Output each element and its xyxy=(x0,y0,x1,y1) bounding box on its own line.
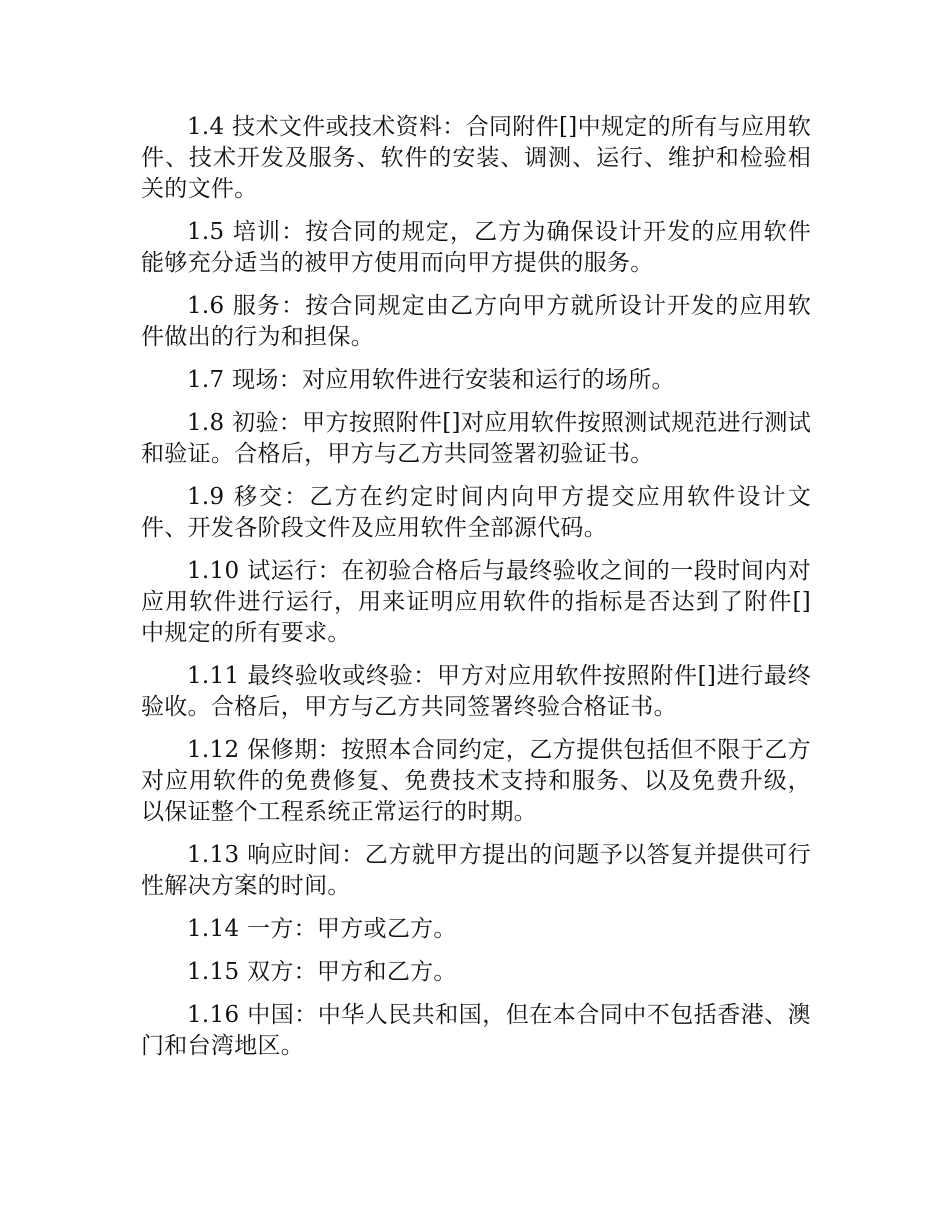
clause-1-12: 1.12 保修期：按照本合同约定，乙方提供包括但不限于乙方对应用软件的免费修复、免费技术支持和服务、以及免费升级，以保证整个工程系统正常运行的时期。 xyxy=(141,737,811,825)
clause-1-11: 1.11 最终验收或终验：甲方对应用软件按照附件[]进行最终验收。合格后，甲方与乙方共同签署终验合格证书。 xyxy=(141,663,811,720)
document-body xyxy=(141,112,811,1074)
clause-1-15: 1.15 双方：甲方和乙方。 xyxy=(187,959,457,985)
clause-1-5: 1.5 培训：按合同的规定，乙方为确保设计开发的应用软件能够充分适当的被甲方使用而向甲方提供的服务。 xyxy=(141,219,811,276)
clause-1-16: 1.16 中国：中华人民共和国，但在本合同中不包括香港、澳门和台湾地区。 xyxy=(141,1002,811,1059)
clause-1-4: 1.4 技术文件或技术资料：合同附件[]中规定的所有与应用软件、技术开发及服务、软件的安装、调测、运行、维护和检验相关的文件。 xyxy=(141,114,811,202)
clause-1-8: 1.8 初验：甲方按照附件[]对应用软件按照测试规范进行测试和验证。合格后，甲方与乙方共同签署初验证书。 xyxy=(141,410,811,467)
clause-1-13: 1.13 响应时间：乙方就甲方提出的问题予以答复并提供可行性解决方案的时间。 xyxy=(141,842,811,899)
clause-1-14: 1.14 一方：甲方或乙方。 xyxy=(187,916,457,942)
clause-1-7: 1.7 现场：对应用软件进行安装和运行的场所。 xyxy=(187,367,675,393)
clause-1-6: 1.6 服务：按合同规定由乙方向甲方就所设计开发的应用软件做出的行为和担保。 xyxy=(141,293,811,350)
clause-1-10: 1.10 试运行：在初验合格后与最终验收之间的一段时间内对应用软件进行运行，用来证明应用软件的指标是否达到了附件[]中规定的所有要求。 xyxy=(141,558,811,646)
clause-1-9: 1.9 移交：乙方在约定时间内向甲方提交应用软件设计文件、开发各阶段文件及应用软件全部源代码。 xyxy=(141,484,811,541)
